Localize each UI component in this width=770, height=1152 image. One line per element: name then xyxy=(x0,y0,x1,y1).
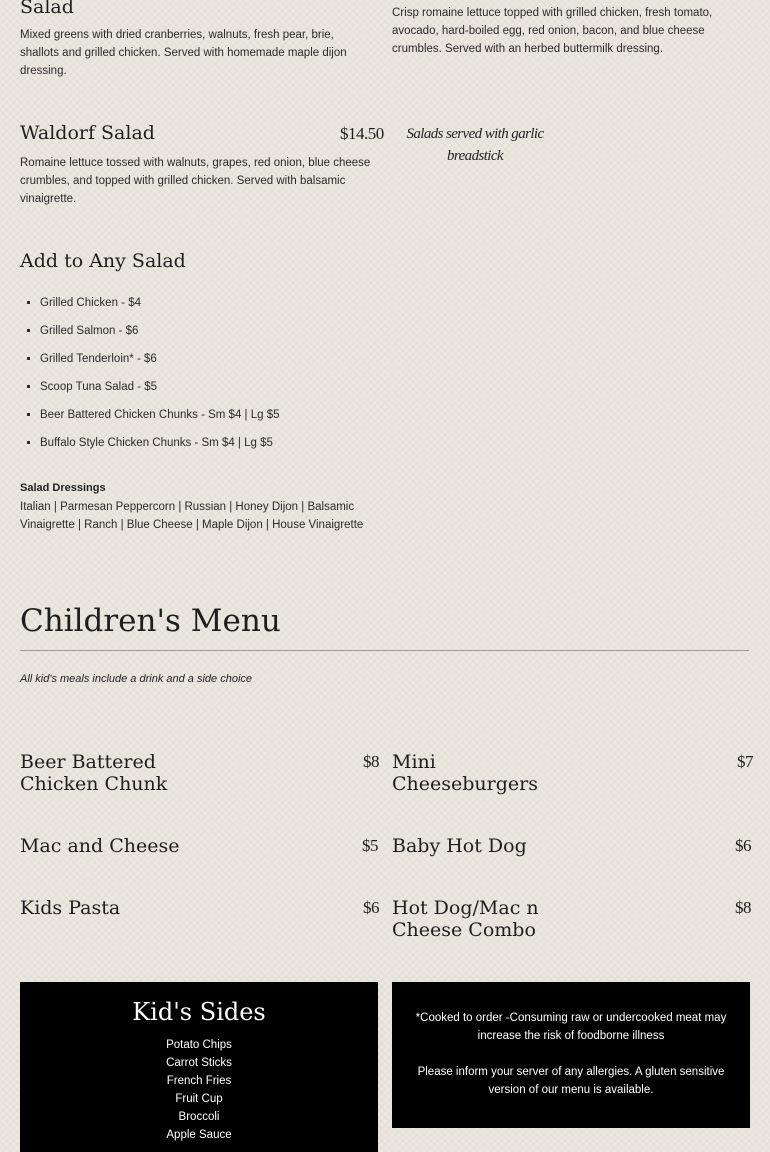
raw-meat-notice: *Cooked to order -Consuming raw or undercooked meat may increase the risk of foodborne illness xyxy=(415,1012,727,1042)
kids-item-price: $8 xyxy=(735,898,751,917)
kids-item-price: $8 xyxy=(363,752,379,771)
kids-item-name: Hot Dog/Mac n Cheese Combo xyxy=(392,897,539,941)
childrens-menu-heading: Children's Menu xyxy=(20,603,281,639)
notices-box xyxy=(392,982,750,1128)
dressings-list: Italian | Parmesan Peppercorn | Russian | Honey Dijon | Balsamic Vinaigrette | Ranch | Blue Cheese | Maple Dijon | House Vinaigrette xyxy=(20,501,364,531)
kids-item-name: Beer Battered Chicken Chunk xyxy=(20,751,168,795)
kids-item-name: Baby Hot Dog xyxy=(392,835,527,857)
breadstick-note: Salads served with garlic breadstick xyxy=(406,126,544,164)
kids-sides-box xyxy=(20,982,378,1152)
section-divider xyxy=(20,650,749,651)
kids-item-name: Kids Pasta xyxy=(20,897,121,919)
addon-item: ▪ Grilled Chicken - $4 xyxy=(40,296,380,310)
salad-desc-top-left: Mixed greens with dried cranberries, walnuts, fresh pear, brie, shallots and grilled chicken. Served with homemade maple dijon dressing. xyxy=(20,29,347,77)
kids-item-price: $6 xyxy=(363,898,379,917)
waldorf-salad-price: $14.50 xyxy=(340,124,384,143)
waldorf-salad-title: Waldorf Salad xyxy=(20,122,155,144)
addons-heading: Add to Any Salad xyxy=(20,250,186,272)
dressings-label: Salad Dressings xyxy=(20,482,106,494)
kids-item-price: $5 xyxy=(362,836,378,855)
kids-sides-heading: Kid's Sides xyxy=(132,998,266,1026)
kids-side-item: Potato Chips xyxy=(166,1039,232,1051)
kids-side-item: French Fries xyxy=(166,1075,232,1087)
kids-item-name: Mini Cheeseburgers xyxy=(392,751,538,795)
addon-item: ▪ Grilled Salmon - $6 xyxy=(40,324,380,338)
kids-side-item: Fruit Cup xyxy=(175,1093,223,1105)
addon-item: ▪ Scoop Tuna Salad - $5 xyxy=(40,380,380,394)
kids-item-price: $6 xyxy=(735,836,751,855)
addon-item: ▪ Grilled Tenderloin* - $6 xyxy=(40,352,380,366)
allergy-notice: Please inform your server of any allergies. A gluten sensitive version of our menu is available. xyxy=(417,1066,725,1096)
salad-title-top-left: Salad xyxy=(20,0,74,18)
kids-side-item: Broccoli xyxy=(178,1111,220,1123)
kids-side-item: Carrot Sticks xyxy=(166,1057,232,1069)
addon-item: ▪ Beer Battered Chicken Chunks - Sm $4 | Lg $5 xyxy=(40,408,380,422)
kids-item-price: $7 xyxy=(737,752,753,771)
childrens-menu-note: All kid's meals include a drink and a side choice xyxy=(20,673,252,685)
addons-list xyxy=(20,296,380,464)
kids-side-item: Apple Sauce xyxy=(166,1129,232,1141)
waldorf-salad-desc: Romaine lettuce tossed with walnuts, grapes, red onion, blue cheese crumbles, and topped with grilled chicken. Served with balsamic vinaigrette. xyxy=(20,157,371,205)
kids-item-name: Mac and Cheese xyxy=(20,835,180,857)
addon-item: ▪ Buffalo Style Chicken Chunks - Sm $4 | Lg $5 xyxy=(40,436,380,450)
salad-desc-top-right: Crisp romaine lettuce topped with grilled chicken, fresh tomato, avocado, hard-boiled egg, red onion, bacon, and blue cheese crumbles. Served with an herbed buttermilk dressing. xyxy=(392,7,713,55)
